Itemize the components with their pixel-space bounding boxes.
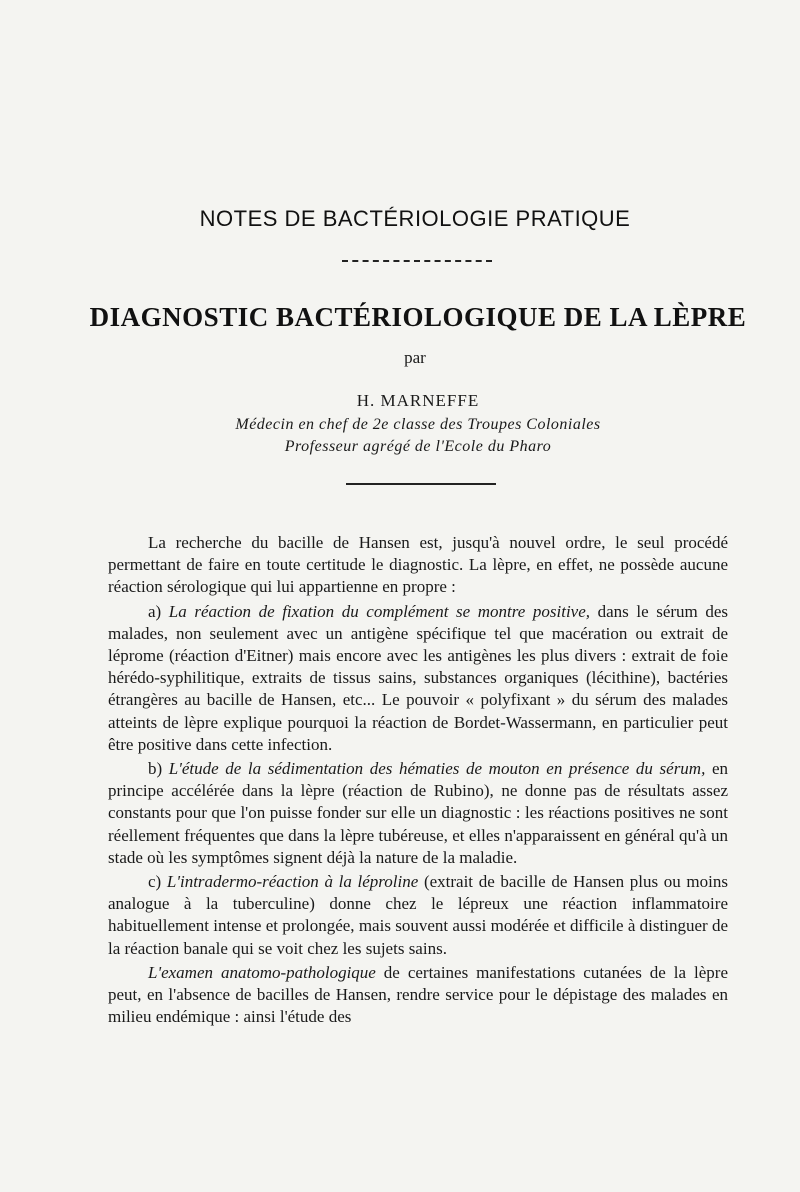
author-affiliation-2: Professeur agrégé de l'Ecole du Pharo bbox=[284, 438, 552, 455]
article-body bbox=[108, 532, 728, 1028]
author-name: H. MARNEFFE bbox=[356, 391, 480, 410]
item-b-heading: L'étude de la sédimentation des hématies de mouton en présence du sérum, bbox=[168, 759, 706, 779]
header-divider bbox=[346, 483, 496, 485]
paragraph-item-c bbox=[108, 871, 728, 960]
byline-par: par bbox=[404, 348, 426, 367]
paragraph-anatomo bbox=[108, 962, 728, 1029]
item-c-heading: L'intradermo-réaction à la léproline bbox=[166, 872, 419, 892]
item-a-text: dans le sérum des malades, non seulement avec un antigène spécifique tel que macération ou extrait de léprome (réaction d'Eitner) mais encore avec les antigènes les plus divers : extrait de foie hérédo-syphilitique, extraits de tissus sains, substances organiques (lécithine), bactéries étrangères au bacille de Hansen, etc... Le pouvoir « polyfixant » du sérum des malades atteints de lèpre explique pourquoi la réaction de Bordet-Wassermann, en particulier peut être positive dans cette infection. bbox=[108, 601, 728, 754]
anatomo-text: de certaines manifestations cutanées de la lèpre peut, en l'absence de bacilles de Hansen, rendre service pour le dépistage des malades en milieu endémique : ainsi l'étude des bbox=[108, 962, 728, 1027]
author-affiliation-1: Médecin en chef de 2e classe des Troupes Coloniales bbox=[235, 416, 601, 433]
paragraph-item-a bbox=[108, 601, 728, 756]
section-title: NOTES DE BACTÉRIOLOGIE PRATIQUE bbox=[199, 206, 631, 231]
anatomo-heading: L'examen anatomo-pathologique bbox=[148, 962, 376, 982]
item-b-label: b) bbox=[148, 759, 169, 779]
article-title: DIAGNOSTIC BACTÉRIOLOGIQUE DE LA LÈPRE bbox=[89, 302, 747, 332]
item-b-text: en principe accélérée dans la lèpre (réaction de Rubino), ne donne pas de résultats assez constants pour que l'on puisse fonder sur elle un diagnostic : les réactions positives ne sont réellement fréquentes que dans la lèpre tubéreuse, et elles n'apparaissent en général qu'à un stade où les symptômes signent déjà la nature de la maladie. bbox=[108, 759, 728, 867]
item-a-heading: La réaction de fixation du complément se montre positive, bbox=[168, 601, 591, 621]
paragraph-intro: La recherche du bacille de Hansen est, jusqu'à nouvel ordre, le seul procédé permettant de faire en toute certitude le diagnostic. La lèpre, en effet, ne possède aucune réaction sérologique qui lui appartienne en propre : bbox=[108, 533, 728, 597]
item-c-label: c) bbox=[148, 872, 167, 892]
paragraph-item-b bbox=[108, 758, 728, 869]
title-divider bbox=[342, 260, 492, 262]
item-c-text: (extrait de bacille de Hansen plus ou moins analogue à la tuberculine) donne chez le lépreux une réaction inflammatoire habituellement intense et prolongée, mais souvent aussi modérée et difficile à distinguer de la réaction banale qui se voit chez les sujets sains. bbox=[108, 872, 728, 958]
item-a-label: a) bbox=[148, 601, 169, 621]
